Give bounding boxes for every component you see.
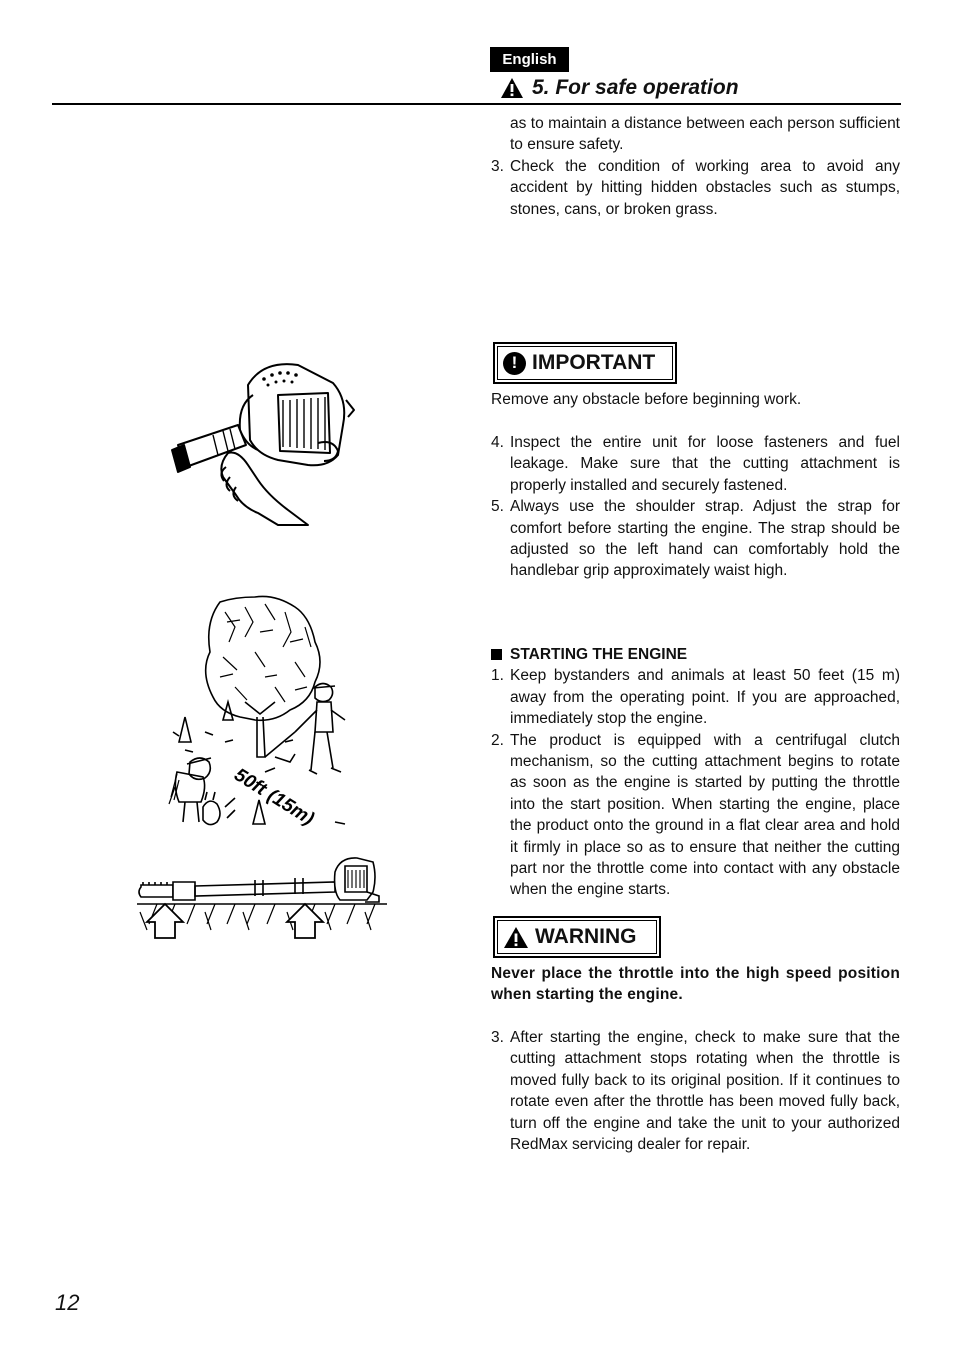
important-box	[493, 342, 677, 384]
important-block	[491, 389, 900, 410]
important-label: IMPORTANT	[532, 351, 656, 374]
header-rule	[52, 103, 901, 105]
engine-inspection-illustration	[168, 355, 358, 530]
warning-triangle-icon	[500, 77, 524, 99]
list-item	[491, 1027, 900, 1155]
after-start-block	[491, 1027, 900, 1155]
starting-engine-heading-text: STARTING THE ENGINE	[510, 646, 688, 663]
list-item-number: 3.	[491, 1029, 504, 1046]
list-item	[491, 496, 900, 582]
list-item-number: 2.	[491, 731, 504, 749]
language-badge: English	[490, 47, 569, 72]
list-item-number: 4.	[491, 434, 504, 451]
warning-block	[491, 963, 900, 1006]
warning-box	[493, 916, 661, 958]
list-item-text: Always use the shoulder strap. Adjust the strap for comfort before starting the engine. The strap should be adjusted so the left hand can comfortably hold the handlebar grip approximately waist high.	[510, 498, 900, 580]
list-item-text: Inspect the entire unit for loose fasteners and fuel leakage. Make sure that the cutting attachment is properly installed and securely fastened.	[510, 434, 900, 494]
list-item-text: Keep bystanders and animals at least 50 feet (15 m) away from the operating point. If you are approached, immediately stop the engine.	[510, 667, 900, 728]
distance-label: 50ft (15m)	[230, 764, 318, 830]
safe-distance-illustration	[165, 592, 365, 837]
list-item	[491, 432, 900, 496]
intro-block	[491, 113, 900, 220]
section-title-text: 5. For safe operation	[532, 76, 739, 99]
starting-engine-heading	[491, 644, 900, 665]
list-item	[491, 156, 900, 220]
square-bullet-icon	[491, 649, 502, 660]
list-item-number: 5.	[491, 498, 504, 516]
warning-label: WARNING	[535, 925, 637, 948]
list-item-number: 1.	[491, 667, 504, 685]
list-item-text: The product is equipped with a centrifugal clutch mechanism, so the cutting attachment begins to rotate as soon as the engine is started by putting the throttle into the start position. When starting the engine, place the product onto the ground in a flat clear area and hold it firmly in place so as to ensure that neither the cutting part nor the throttle come into contact with any obstacle when the engine starts.	[510, 731, 900, 899]
list-item-number: 3.	[491, 157, 504, 175]
list-item-text: Check the condition of working area to avoid any accident by hitting hidden obstacles such as stumps, stones, cans, or broken grass.	[510, 157, 900, 218]
important-text: Remove any obstacle before beginning work.	[491, 391, 802, 408]
unit-on-ground-illustration	[135, 852, 390, 942]
page-number: 12	[55, 1290, 80, 1315]
warning-triangle-icon	[503, 926, 529, 949]
inspection-block	[491, 432, 900, 582]
list-item	[491, 665, 900, 729]
exclamation-icon: !	[503, 352, 526, 375]
list-item	[491, 730, 900, 901]
list-item-text: After starting the engine, check to make sure that the cutting attachment stops rotating when the throttle is moved fully back to its original position. If it continues to rotate even after the throttle has been moved fully back, turn off the engine and take the unit to your authorized RedMax servicing dealer for repair.	[510, 1029, 900, 1154]
warning-text: Never place the throttle into the high speed position when starting the engine.	[491, 965, 900, 1004]
starting-engine-block	[491, 644, 900, 901]
section-title	[500, 74, 739, 102]
continued-paragraph: as to maintain a distance between each person sufficient to ensure safety.	[510, 115, 900, 154]
